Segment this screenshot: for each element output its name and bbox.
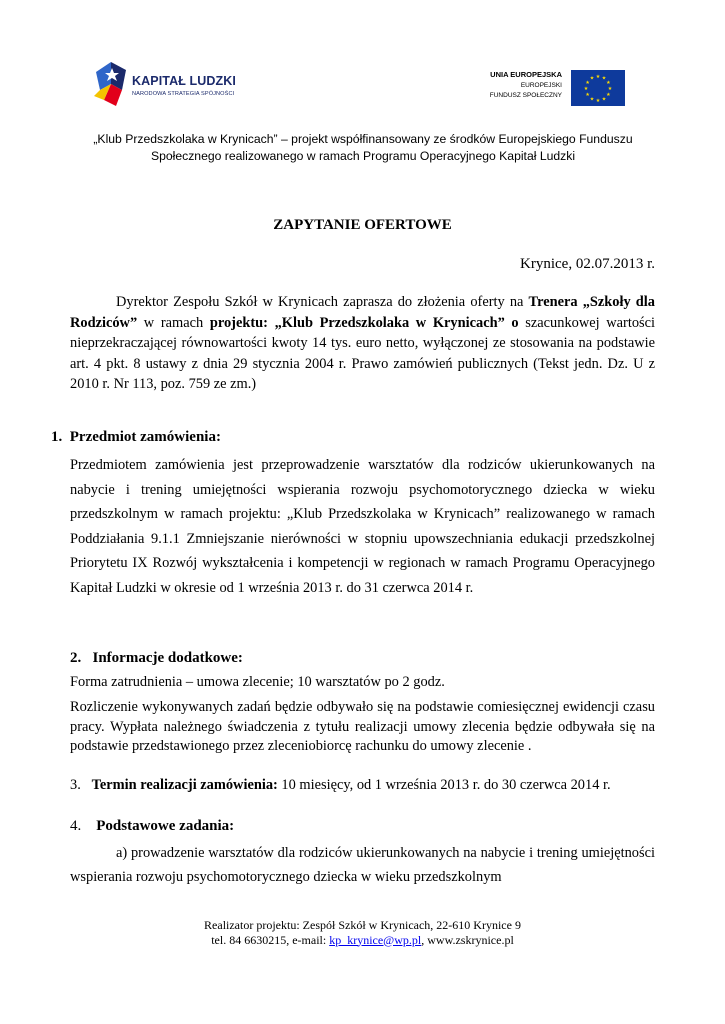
kapital-ludzki-emblem-icon <box>92 60 130 108</box>
page-footer <box>0 918 725 947</box>
section3-heading: Termin realizacji zamówienia: <box>91 777 278 793</box>
eu-logo-line2: EUROPEJSKI <box>520 82 562 89</box>
section1-body: Przedmiotem zamówienia jest przeprowadzenie warsztatów dla rodziców ukierunkowanych na nabycie i trening umiejętności wspierania rozwoju psychomotorycznego dziecka w wieku przedszkolnym w ramach projektu: „Klub Przedszkolaka w Krynicach” realizowanego w ramach Poddziałania 9.1.1 Zmniejszanie nierówności w stopniu upowszechniania edukacji przedszkolnej Priorytetu IX Rozwój wykształcenia i kompetencji w regionach w ramach Programu Operacyjnego Kapitał Ludzki w okresie od 1 września 2013 r. do 31 czerwca 2014 r. <box>70 457 655 596</box>
footer-email-link[interactable]: kp_krynice@wp.pl <box>329 932 422 947</box>
section2-body: Rozliczenie wykonywanych zadań będzie odbywało się na podstawie comiesięcznej ewidencji czasu pracy. Wypłata należnego świadczenia z tytułu realizacji umowy zlecenia będzie odbywała się na podstawie przedstawionego przez zleceniobiorcę rachunku do umowy zlecenie . <box>70 699 655 755</box>
eu-logo-line3: FUNDUSZ SPOŁECZNY <box>489 92 562 99</box>
svg-text:★: ★ <box>583 86 589 92</box>
kapital-ludzki-title: KAPITAŁ LUDZKI <box>132 74 236 88</box>
document-title: ZAPYTANIE OFERTOWE <box>273 217 452 233</box>
intro-text-3: szacunkowej wartości nieprzekraczającej równowartości kwoty 14 tys. euro netto, wyłączonej ze stosowania na podstawie art. 4 pkt. 8 ustawy z dnia 29 stycznia 2004 r. Prawo zamówień publicznych (Tekst jedn. Dz. U z 2010 r. Nr 113, poz. 759 ze zm.) <box>70 314 656 392</box>
intro-position-name: Trenera „Szkoły dla Rodziców” <box>70 294 656 331</box>
svg-text:★: ★ <box>606 80 611 86</box>
footer-phone: tel. 84 6630215, e-mail: <box>211 932 330 947</box>
svg-text:★: ★ <box>595 98 601 104</box>
svg-text:★: ★ <box>607 86 613 92</box>
svg-text:★: ★ <box>589 96 595 103</box>
section3-number: 3. <box>70 777 81 793</box>
svg-text:★: ★ <box>601 75 607 82</box>
place-and-date: Krynice, 02.07.2013 r. <box>520 256 655 272</box>
section4-item-a <box>70 841 655 889</box>
eu-logo <box>480 70 625 106</box>
project-cofinancing-note <box>60 131 666 165</box>
footer-address: Realizator projektu: Zespół Szkół w Krynicach, 22-610 Krynice 9 <box>204 918 521 932</box>
eu-flag-icon <box>571 70 625 106</box>
section3-text: 10 miesięcy, od 1 września 2013 r. do 30 czerwca 2014 r. <box>277 777 611 793</box>
section4-number: 4. <box>70 818 82 834</box>
svg-text:★: ★ <box>601 96 607 103</box>
section2-title: Informacje dodatkowe: <box>92 650 243 666</box>
svg-text:★: ★ <box>585 80 590 86</box>
section4-item-a-text: a) prowadzenie warsztatów dla rodziców ukierunkowanych na nabycie i trening umiejętności wspierania rozwoju psychomotorycznego dziecka w wieku przedszkolnym <box>70 845 655 885</box>
section1-heading <box>51 429 221 446</box>
section2-number: 2. <box>70 650 82 666</box>
intro-project-name: projektu: „Klub Przedszkolaka w Krynicach” o <box>209 314 519 331</box>
section3-line <box>70 777 611 794</box>
footer-website: , www.zskrynice.pl <box>421 932 514 947</box>
section1-number: 1. <box>51 429 63 445</box>
svg-text:★: ★ <box>585 92 590 98</box>
section4-heading <box>70 818 234 835</box>
project-note-line2: Społecznego realizowanego w ramach Programu Operacyjnego Kapitał Ludzki <box>150 149 576 163</box>
section1-title: Przedmiot zamówienia: <box>69 429 221 445</box>
intro-paragraph <box>70 292 655 395</box>
kapital-ludzki-logo <box>92 60 252 110</box>
svg-text:★: ★ <box>589 75 595 82</box>
eu-logo-line1: UNIA EUROPEJSKA <box>490 70 562 79</box>
intro-text-2: w ramach <box>137 314 210 331</box>
section4-title: Podstawowe zadania: <box>96 818 235 834</box>
footer-contact <box>0 933 725 948</box>
section2-employment-form: Forma zatrudnienia – umowa zlecenie; 10 warsztatów po 2 godz. <box>70 674 445 690</box>
svg-text:★: ★ <box>595 74 601 80</box>
intro-text-1: Dyrektor Zespołu Szkół w Krynicach zaprasza do złożenia oferty na <box>116 294 529 310</box>
project-note-line1: „Klub Przedszkolaka w Krynicach” – projekt współfinansowany ze środków Europejskiego Funduszu <box>93 132 633 146</box>
svg-text:★: ★ <box>606 92 611 98</box>
kapital-ludzki-subtitle: NARODOWA STRATEGIA SPÓJNOŚCI <box>132 91 235 97</box>
section2-heading <box>70 650 243 667</box>
